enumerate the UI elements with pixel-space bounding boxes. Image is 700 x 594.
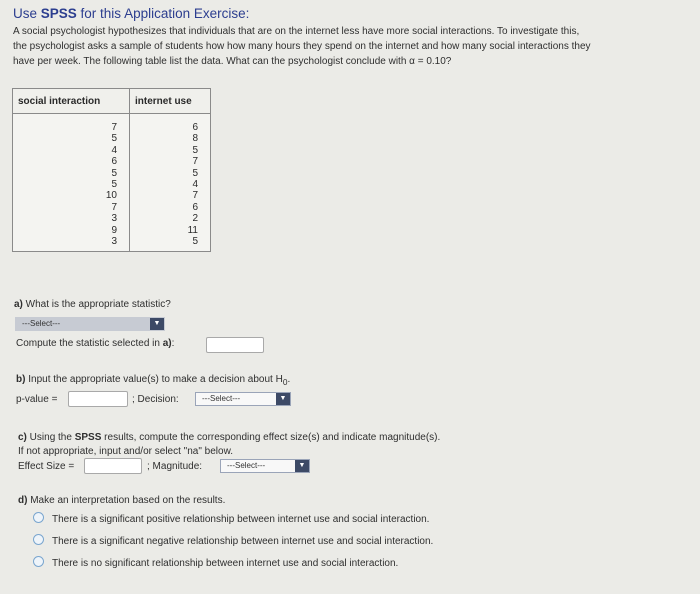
statistic-value-input[interactable] [206,337,264,353]
intro-line-1: A social psychologist hypothesizes that individuals that are on the internet less have more social interactions. To investigate this, [13,26,580,37]
social-interaction-cell: 9 [13,225,130,236]
question-c-text-2: results, compute the corresponding effect size(s) and indicate magnitude(s). [101,432,441,443]
table-row [13,145,211,156]
decision-label: ; Decision: [132,394,179,405]
question-b [16,374,290,387]
radio-none-label[interactable]: There is no significant relationship between internet use and social interaction. [52,558,399,569]
question-b-letter: b) [16,374,26,385]
magnitude-select-value: ---Select--- [227,461,266,470]
internet-use-cell: 6 [130,114,211,134]
internet-use-cell: 2 [130,213,211,224]
social-interaction-cell: 5 [13,179,130,190]
effect-size-label: Effect Size = [18,461,75,472]
table-row [13,202,211,213]
internet-use-cell: 5 [130,168,211,179]
statistic-select[interactable] [15,317,165,331]
effect-size-input[interactable] [84,458,142,474]
dropdown-arrow-icon: ▼ [150,318,164,330]
table-row [13,225,211,236]
radio-positive[interactable] [33,512,44,523]
table-body [13,114,211,252]
exercise-title [13,6,249,21]
title-prefix: Use [13,6,41,21]
compute-colon: : [171,338,175,349]
compute-bold: a) [162,338,172,349]
social-interaction-cell: 3 [13,213,130,224]
question-c-text-1: Using the [26,432,75,443]
intro-line-3: have per week. The following table list the data. What can the psychologist conclude with α = 0.10? [13,56,452,67]
internet-use-cell: 7 [130,190,211,201]
dropdown-arrow-icon: ▼ [295,460,309,472]
table-row [13,156,211,167]
internet-use-cell: 8 [130,133,211,144]
question-b-subscript: 0 [282,377,288,387]
magnitude-label: ; Magnitude: [147,461,203,472]
internet-use-cell: 4 [130,179,211,190]
question-b-text: Input the appropriate value(s) to make a decision about H [25,374,283,385]
compute-label [16,338,174,349]
question-c-letter: c) [18,432,27,443]
table-row [13,133,211,144]
internet-use-cell: 11 [130,225,211,236]
question-d-text: Make an interpretation based on the results. [27,495,226,506]
social-interaction-cell: 3 [13,236,130,252]
radio-negative-label[interactable]: There is a significant negative relationship between internet use and social interaction. [52,536,434,547]
internet-use-cell: 5 [130,236,211,252]
question-a [14,299,171,310]
question-c-instruction: If not appropriate, input and/or select "na" below. [18,446,234,457]
compute-text: Compute the statistic selected in [16,338,163,349]
radio-negative[interactable] [33,534,44,545]
table-row [13,179,211,190]
social-interaction-cell: 5 [13,168,130,179]
question-a-letter: a) [14,299,23,310]
question-d [18,495,225,506]
social-interaction-cell: 4 [13,145,130,156]
header-internet-use: internet use [130,89,211,114]
problem-statement [13,24,693,69]
social-interaction-cell: 7 [13,202,130,213]
question-a-text: What is the appropriate statistic? [22,299,171,310]
pvalue-label: p-value = [16,394,58,405]
social-interaction-cell: 6 [13,156,130,167]
internet-use-cell: 6 [130,202,211,213]
social-interaction-cell: 10 [13,190,130,201]
header-social-interaction: social interaction [13,89,130,114]
decision-select-value: ---Select--- [202,394,241,403]
table-row [13,190,211,201]
title-suffix: for this Application Exercise: [76,6,250,21]
radio-positive-label[interactable]: There is a significant positive relationship between internet use and social interaction. [52,514,430,525]
data-table [12,88,211,252]
table-row [13,168,211,179]
question-d-letter: d) [18,495,28,506]
pvalue-input[interactable] [68,391,128,407]
question-c [18,432,440,443]
title-bold: SPSS [40,6,77,21]
intro-line-2: the psychologist asks a sample of students how how many hours they spend on the internet and how many social interactions they [13,41,591,52]
magnitude-select[interactable] [220,459,310,473]
social-interaction-cell: 7 [13,114,130,134]
internet-use-cell: 7 [130,156,211,167]
radio-none[interactable] [33,556,44,567]
internet-use-cell: 5 [130,145,211,156]
question-b-dot: . [287,374,291,385]
decision-select[interactable] [195,392,291,406]
table-row [13,114,211,134]
dropdown-arrow-icon: ▼ [276,393,290,405]
question-c-spss: SPSS [74,432,102,443]
table-row [13,236,211,252]
statistic-select-value: ---Select--- [22,319,61,328]
table-row [13,213,211,224]
social-interaction-cell: 5 [13,133,130,144]
